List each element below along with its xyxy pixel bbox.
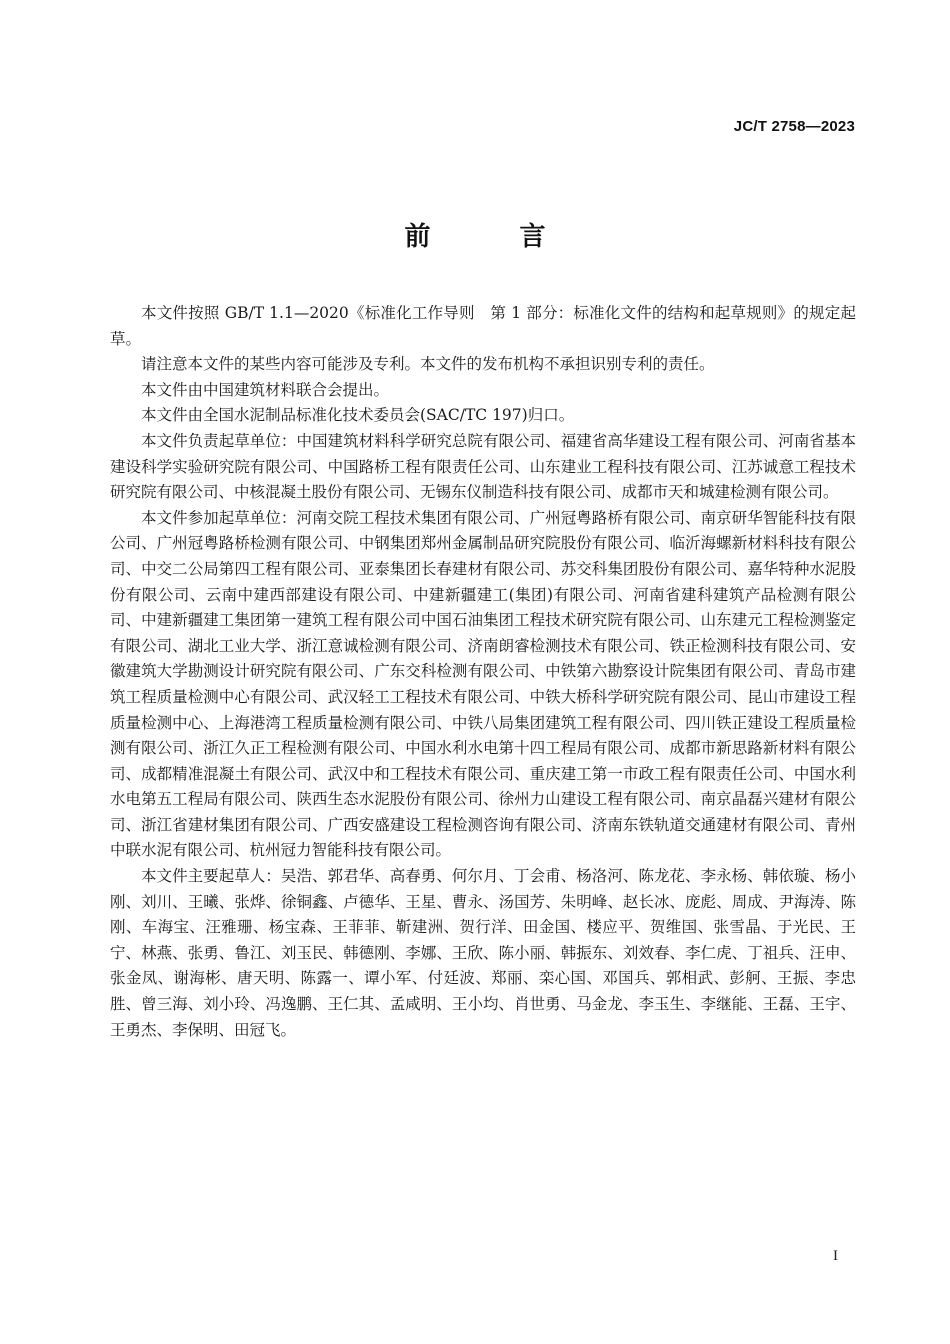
paragraph-lead-drafters: 本文件负责起草单位：中国建筑材料科学研究总院有限公司、福建省高华建设工程有限公司、河南省基本建设科学实验研究院有限公司、中国路桥工程有限责任公司、山东建业工程科技有限公司、江苏诚意工程技术研究院有限公司、中核混凝土股份有限公司、无锡东仪制造科技有限公司、成都市天和城建检测有限公司。 — [110, 431, 856, 502]
paragraph-committee: 本文件由全国水泥制品标准化技术委员会(SAC/TC 197)归口。 — [141, 406, 575, 425]
paragraph-patent-notice: 请注意本文件的某些内容可能涉及专利。本文件的发布机构不承担识别专利的责任。 — [141, 355, 715, 374]
paragraph-drafting-rules: 本文件按照 GB/T 1.1—2020《标准化工作导则 第 1 部分：标准化文件的结构和起草规则》的规定起草。 — [110, 304, 856, 348]
document-code: JC/T 2758—2023 — [733, 118, 855, 135]
paragraph-main-drafters: 本文件主要起草人：吴浩、郭君华、高春勇、何尔月、丁会甫、杨洛河、陈龙花、李永杨、韩依璇、杨小刚、刘川、王曦、张烨、徐铜鑫、卢德华、王星、曹永、汤国芳、朱明峰、赵长冰、庞彪、周成、尹海涛、陈刚、车海宝、汪雅珊、杨宝森、王菲菲、靳建洲、贺行洋、田金国、楼应平、贺维国、张雪晶、于光民、王宁、林燕、张勇、鲁江、刘玉民、韩德刚、李娜、王欣、陈小丽、韩振东、刘效春、李仁虎、丁祖兵、汪申、张金凤、谢海彬、唐天明、陈露一、谭小军、付廷波、郑丽、栾心国、邓国兵、郭相武、彭舸、王振、李忠胜、曾三海、刘小玲、冯逸鹏、王仁其、孟咸明、王小均、肖世勇、马金龙、李玉生、李继能、王磊、王宇、王勇杰、李保明、田冠飞。 — [110, 867, 856, 1039]
paragraph-proposer: 本文件由中国建筑材料联合会提出。 — [141, 380, 390, 399]
page-number: I — [833, 1248, 838, 1264]
paragraph-participating-drafters: 本文件参加起草单位：河南交院工程技术集团有限公司、广州冠粤路桥有限公司、南京研华智能科技有限公司、广州冠粤路桥检测有限公司、中钢集团郑州金属制品研究院股份有限公司、临沂海螺新材料科技有限公司、中交二公局第四工程有限公司、亚泰集团长春建材有限公司、苏交科集团股份有限公司、嘉华特种水泥股份有限公司、云南中建西部建设有限公司、中建新疆建工(集团)有限公司、河南省建科建筑产品检测有限公司、中建新疆建工集团第一建筑工程有限公司中国石油集团工程技术研究院有限公司、山东建元工程检测鉴定有限公司、湖北工业大学、浙江意诚检测有限公司、济南朗睿检测技术有限公司、铁正检测科技有限公司、安徽建筑大学勘测设计研究院有限公司、广东交科检测有限公司、中铁第六勘察设计院集团有限公司、青岛市建筑工程质量检测中心有限公司、武汉轻工工程技术有限公司、中铁大桥科学研究院有限公司、昆山市建设工程质量检测中心、上海港湾工程质量检测有限公司、中铁八局集团建筑工程有限公司、四川铁正建设工程质量检测有限公司、浙江久正工程检测有限公司、中国水利水电第十四工程局有限公司、成都市新思路新材料有限公司、成都精准混凝土有限公司、武汉中和工程技术有限公司、重庆建工第一市政工程有限责任公司、中国水利水电第五工程局有限公司、陕西生态水泥股份有限公司、徐州力山建设工程有限公司、南京晶磊兴建材有限公司、浙江省建材集团有限公司、广西安盛建设工程检测咨询有限公司、济南东铁轨道交通建材有限公司、青州中联水泥有限公司、杭州冠力智能科技有限公司。 — [110, 508, 856, 860]
foreword-body — [110, 301, 856, 1043]
section-title: 前 言 — [404, 222, 586, 252]
